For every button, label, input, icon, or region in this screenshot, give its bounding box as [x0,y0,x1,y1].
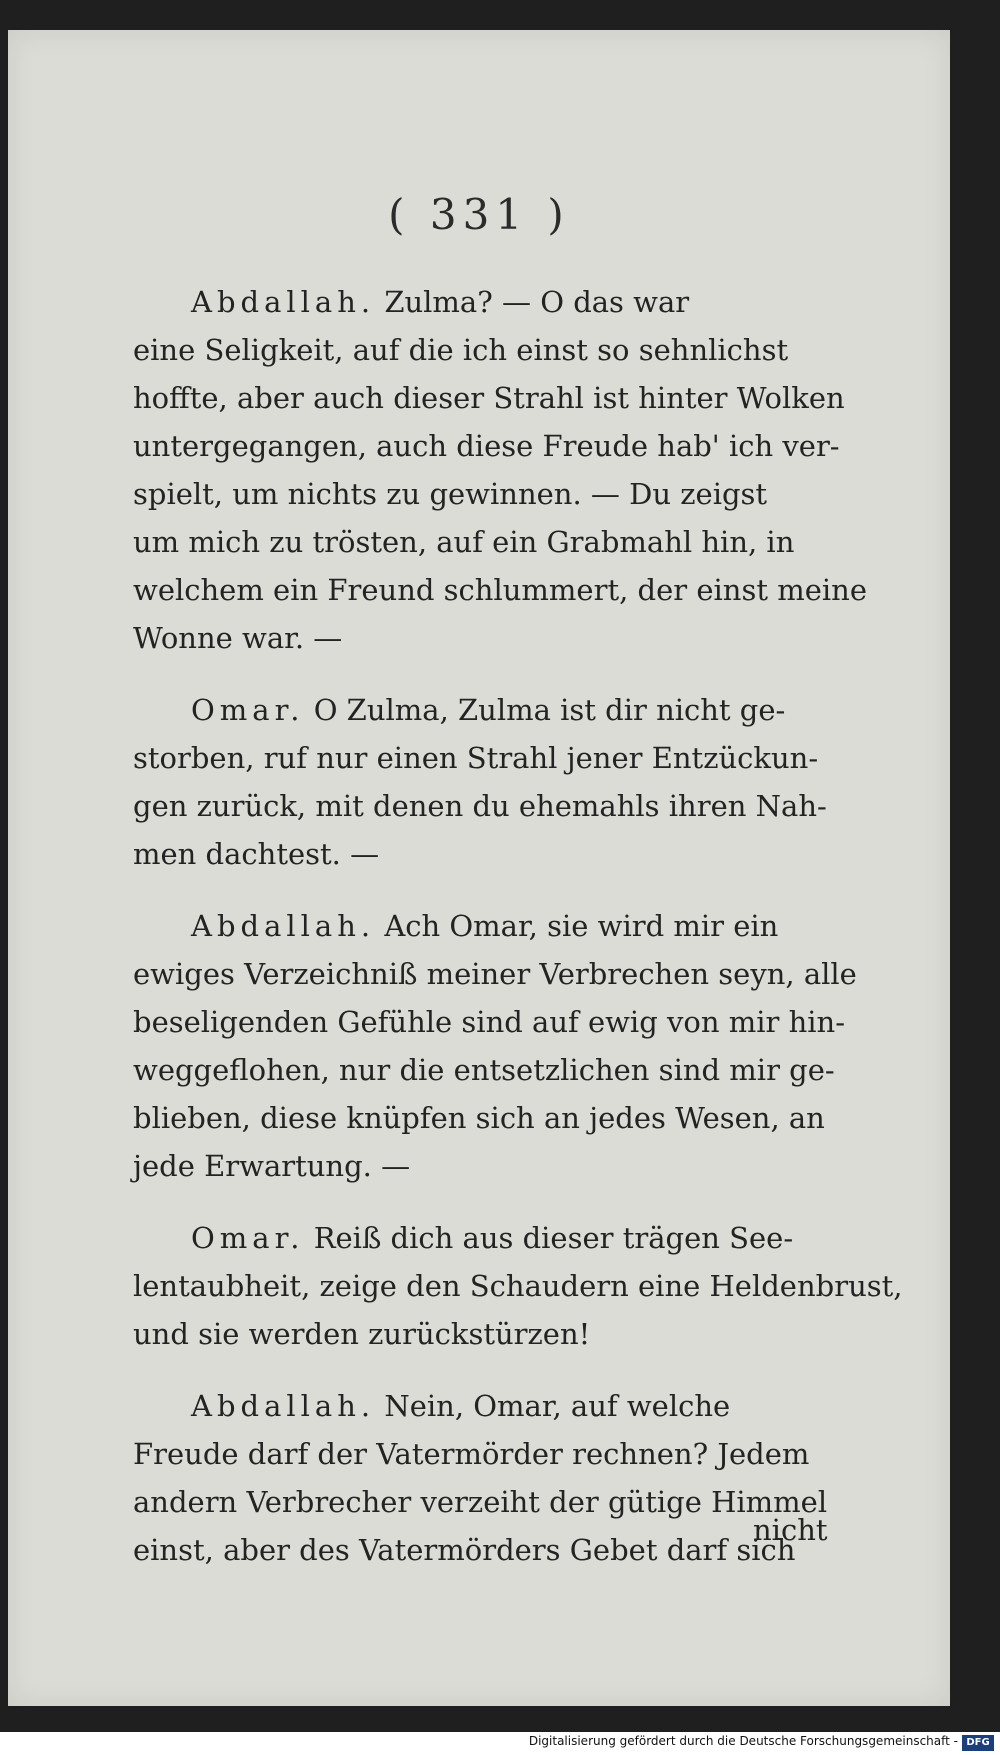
dfg-logo: DFG [962,1735,994,1751]
line-text: hoffte, aber auch dieser Strahl ist hinter Wolken [133,381,845,415]
catchword: nicht [753,1513,828,1547]
text-line [133,1046,835,1094]
line-text: Nein, Omar, auf welche [384,1389,731,1423]
text-line [133,1214,823,1262]
dialogue-paragraph [133,902,857,1190]
dialogue-paragraph [133,1382,828,1574]
line-text: und sie werden zurückstürzen! [133,1317,591,1351]
text-line [133,518,823,566]
text-line [133,1478,828,1526]
line-text: O Zulma, Zulma ist dir nicht ge- [313,693,786,727]
line-text: Wonne war. — [133,621,343,655]
line-text: einst, aber des Vatermörders Gebet darf sich [133,1533,796,1567]
text-line [133,734,823,782]
text-line [133,422,840,470]
speaker-name: Abdallah. [191,285,376,319]
book-page [8,30,950,1706]
line-text: jede Erwartung. — [133,1149,411,1183]
text-line [133,902,823,950]
text-line [133,998,846,1046]
line-text: untergegangen, auch diese Freude hab' ich ver- [133,429,840,463]
text-line [133,1526,823,1574]
text-line [133,566,867,614]
line-text: andern Verbrecher verzeiht der gütige Himmel [133,1485,828,1519]
footer-bar [0,1732,1000,1755]
speaker-name: Abdallah. [191,1389,376,1423]
line-text: lentaubheit, zeige den Schaudern eine Heldenbrust, [133,1269,903,1303]
text-line [133,1382,823,1430]
speaker-name: Omar. [191,693,305,727]
text-line [133,950,857,998]
dialogue-paragraph [133,1214,903,1358]
line-text: storben, ruf nur einen Strahl jener Entzückun- [133,741,819,775]
page-number: ( 331 ) [388,190,570,239]
line-text: Reiß dich aus dieser trägen See- [313,1221,794,1255]
line-text: Ach Omar, sie wird mir ein [384,909,779,943]
line-text: welchem ein Freund schlummert, der einst meine [133,573,867,607]
text-line [133,1430,823,1478]
line-text: beseligenden Gefühle sind auf ewig von mir hin- [133,1005,846,1039]
line-text: um mich zu trösten, auf ein Grabmahl hin, in [133,525,795,559]
text-line [133,1094,823,1142]
speaker-name: Omar. [191,1221,305,1255]
speaker-name: Abdallah. [191,909,376,943]
line-text: Zulma? — O das war [384,285,690,319]
text-line [133,326,823,374]
line-text: gen zurück, mit denen du ehemahls ihren Nah- [133,789,827,823]
text-line [133,1142,823,1190]
dialogue-paragraph [133,278,867,662]
line-text: Freude darf der Vatermörder rechnen? Jedem [133,1437,810,1471]
line-text: spielt, um nichts zu gewinnen. — Du zeigst [133,477,768,511]
text-line [133,686,823,734]
line-text: ewiges Verzeichniß meiner Verbrechen seyn, alle [133,957,857,991]
text-line [133,278,823,326]
line-text: men dachtest. — [133,837,380,871]
text-line [133,374,845,422]
text-line [133,1262,903,1310]
text-line [133,830,823,878]
line-text: eine Seligkeit, auf die ich einst so sehnlichst [133,333,789,367]
line-text: blieben, diese knüpfen sich an jedes Wesen, an [133,1101,825,1135]
dialogue-paragraph [133,686,827,878]
text-line [133,470,823,518]
text-line [133,1310,823,1358]
line-text: weggeflohen, nur die entsetzlichen sind mir ge- [133,1053,835,1087]
text-block [133,278,903,1598]
funding-credit: Digitalisierung gefördert durch die Deutsche Forschungsgemeinschaft - [528,1734,958,1748]
text-line [133,782,827,830]
text-line [133,614,823,662]
